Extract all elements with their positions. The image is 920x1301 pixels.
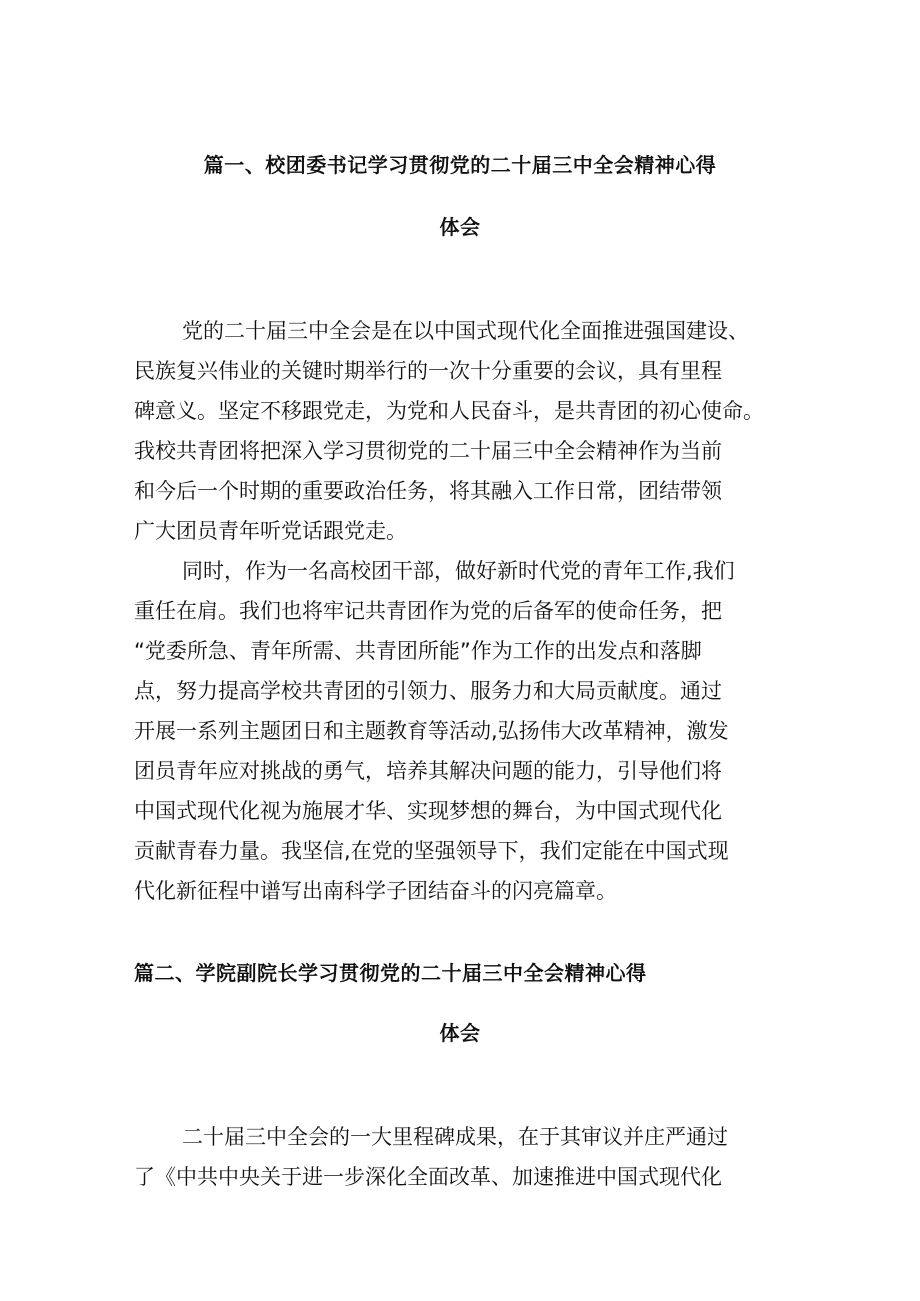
paragraph-line: 开展一系列主题团日和主题教育等活动,弘扬伟大改革精神，激发 — [134, 719, 729, 743]
paragraph-line: 同时，作为一名高校团干部，做好新时代党的青年工作,我们 — [182, 559, 735, 583]
paragraph-line: 中国式现代化视为施展才华、实现梦想的舞台，为中国式现代化 — [134, 799, 722, 823]
paragraph-line: 我校共青团将把深入学习贯彻党的二十届三中全会精神作为当前 — [134, 439, 722, 463]
paragraph-line: 了《中共中央关于进一步深化全面改革、加速推进中国式现代化 — [134, 1165, 722, 1189]
paragraph-line: 党的二十届三中全会是在以中国式现代化全面推进强国建设、 — [182, 319, 749, 343]
paragraph-line: 和今后一个时期的重要政治任务，将其融入工作日常，团结带领 — [134, 479, 722, 503]
paragraph-line: 团员青年应对挑战的勇气，培养其解决问题的能力，引导他们将 — [134, 759, 722, 783]
paragraph-line: 贡献青春力量。我坚信,在党的坚强领导下，我们定能在中国式现 — [134, 839, 729, 863]
paragraph-line: 二十届三中全会的一大里程碑成果，在于其审议并庄严通过 — [182, 1125, 728, 1149]
section2-title-line2: 体会 — [439, 1021, 481, 1045]
paragraph-line: 点，努力提高学校共青团的引领力、服务力和大局贡献度。通过 — [134, 679, 722, 703]
paragraph-line: 民族复兴伟业的关键时期举行的一次十分重要的会议，具有里程 — [134, 359, 722, 383]
paragraph-line: 重任在肩。我们也将牢记共青团作为党的后备军的使命任务，把 — [134, 599, 722, 623]
section2-title-line1: 篇二、学院副院长学习贯彻党的二十届三中全会精神心得 — [134, 961, 647, 985]
section1-title-line2: 体会 — [439, 215, 481, 239]
paragraph-line: “党委所急、青年所需、共青团所能”作为工作的出发点和落脚 — [134, 639, 702, 663]
paragraph-line: 广大团员青年听党话跟党走。 — [134, 519, 407, 543]
section1-title-line1: 篇一、校团委书记学习贯彻党的二十届三中全会精神心得 — [203, 153, 717, 177]
paragraph-line: 代化新征程中谱写出南科学子团结奋斗的闪亮篇章。 — [134, 879, 617, 903]
paragraph-line: 碑意义。坚定不移跟党走，为党和人民奋斗，是共青团的初心使命。 — [134, 399, 764, 423]
